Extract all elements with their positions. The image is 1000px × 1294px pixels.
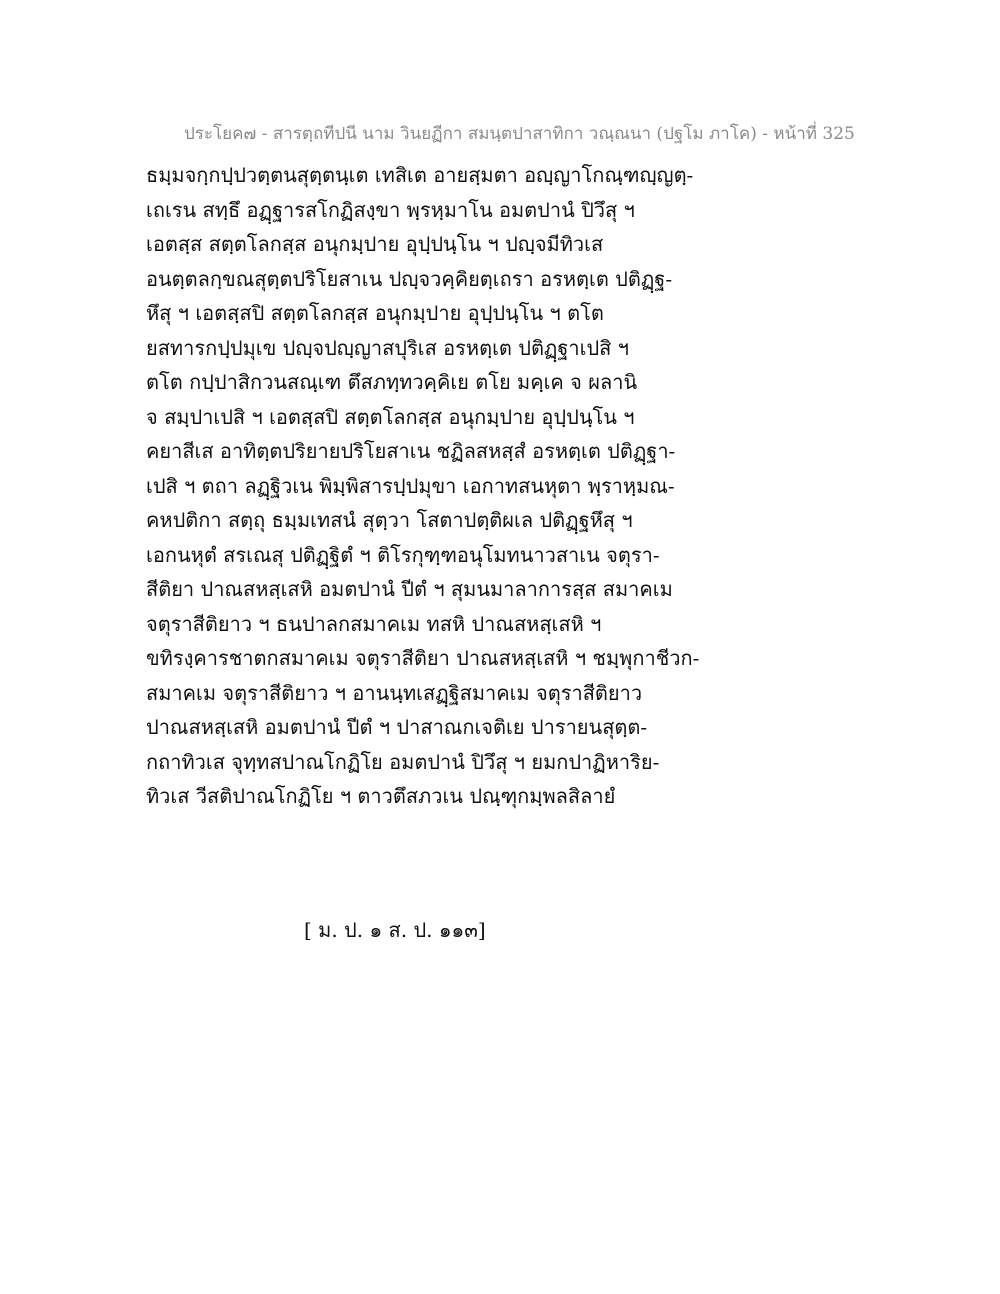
text-line: ตโต กปฺปาสิกวนสณฺเฑ ตึสภทฺทวคฺคิเย ตโย มคฺเค จ ผลานิ (146, 370, 638, 394)
text-line: เปสิ ฯ ตถา ลฏฺฐิวเน พิมฺพิสารปฺปมุขา เอกาทสนหุตา พฺราหฺมณ- (146, 473, 675, 498)
text-line: เอตสฺส สตฺตโลกสฺส อนุกมฺปาย อุปฺปนฺโน ฯ ปญฺจมีทิวเส (146, 232, 604, 256)
text-line: ปาณสหสฺเสหิ อมตปานํ ปีตํ ฯ ปาสาณกเจติเย ปารายนสุตฺต- (146, 715, 648, 739)
text-line: จ สมฺปาเปสิ ฯ เอตสฺสปิ สตฺตโลกสฺส อนุกมฺปาย อุปฺปนฺโน ฯ (146, 404, 635, 429)
text-line: สมาคเม จตุราสีติยาว ฯ อานนฺทเสฏฺฐิสมาคเม จตุราสีติยาว (146, 680, 643, 705)
text-line: กถาทิวเส จุทฺทสปาณโกฏิโย อมตปานํ ปิวึสุ ฯ ยมกปาฏิหาริย- (146, 749, 660, 774)
body-text (146, 158, 866, 814)
text-line: ยสทารกปฺปมุเข ปญฺจปญฺญาสปุริเส อรหตฺเต ปติฏฺฐาเปสิ ฯ (146, 335, 629, 360)
text-line: เถเรน สทฺธึ อฏฺฐารสโกฏิสงฺขา พฺรหฺมาโน อมตปานํ ปิวึสุ ฯ (146, 197, 635, 222)
text-line: คหปติกา สตฺถุ ธมฺมเทสนํ สุตฺวา โสตาปตฺติผเล ปติฏฺฐหึสุ ฯ (146, 508, 633, 532)
text-line: ขทิรงฺคารชาตกสมาคเม จตุราสีติยา ปาณสหสฺเสหิ ฯ ชมฺพุกาชีวก- (146, 646, 700, 670)
text-line: สีติยา ปาณสหสฺเสหิ อมตปานํ ปีตํ ฯ สุมนมาลาการสฺส สมาคเม (146, 577, 673, 601)
text-line: หึสุ ฯ เอตสฺสปิ สตฺตโลกสฺส อนุกมฺปาย อุปฺปนฺโน ฯ ตโต (146, 301, 604, 325)
text-line: อนตฺตลกฺขณสุตฺตปริโยสาเน ปญฺจวคฺคิยตฺเถรา อรหตฺเต ปติฏฺฐ- (146, 266, 673, 291)
text-line: ทิวเส วีสติปาณโกฏิโย ฯ ตาวตึสภวเน ปณฺฑุกมฺพลสิลายํ (146, 784, 616, 808)
running-head: ประโยค๗ - สารตฺถทีปนี นาม วินยฏีกา สมนฺตปาสาทิกา วณฺณนา (ปฐโม ภาโค) - หน้าที่ 325 (184, 124, 855, 144)
text-line: ธมฺมจกฺกปฺปวตฺตนสุตฺตนฺเต เทสิเต อายสฺมตา อญฺญาโกณฺฑญฺญตฺ- (146, 163, 694, 187)
text-line: จตุราสีติยาว ฯ ธนปาลกสมาคเม ทสหิ ปาณสหสฺเสหิ ฯ (146, 611, 602, 636)
text-line: เอกนหุตํ สรเณสุ ปติฏฺฐิตํ ฯ ติโรกุฑฺฑอนุโมทนาวสาเน จตุรา- (146, 542, 660, 567)
text-line: คยาสีเส อาทิตฺตปริยายปริโยสาเน ชฏิลสหสฺสํ อรหตฺเต ปติฏฺฐา- (146, 439, 676, 463)
page-reference: [ ม. ป. ๑ ส. ป. ๑๑๓] (304, 918, 486, 942)
